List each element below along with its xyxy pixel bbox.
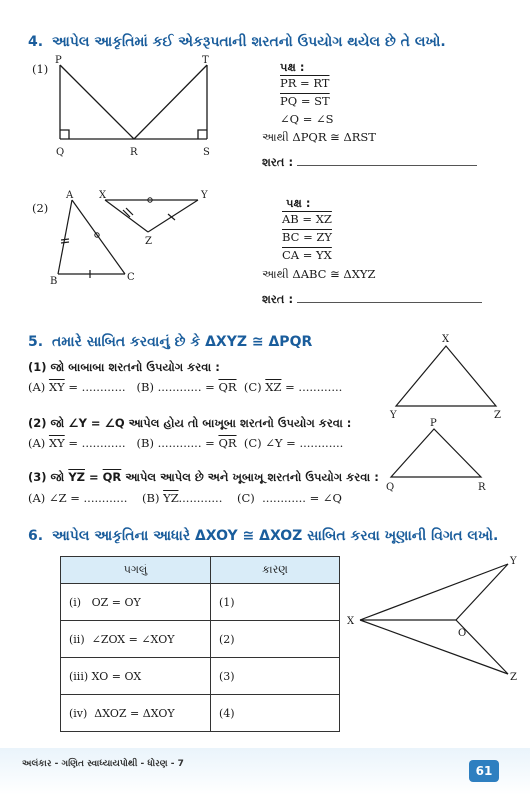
point-Z: Z [510, 672, 517, 683]
q4-part2-condition [262, 292, 482, 307]
q6-figure [346, 556, 526, 686]
step-cell: (ii) ∠ZOX = ∠XOY [61, 621, 211, 658]
q5-sub2-fill: (A) $\overline{XY}$ = ............ (B) ............ = $\overline{QR}$ (C) ∠Y = ............ [28, 436, 344, 450]
step-cell: (iii) XO = OX [61, 658, 211, 695]
q4-part2-given-title: પક્ષ : [286, 196, 311, 210]
q4-part2-line3: CA = YX [282, 248, 332, 262]
point-X: X [347, 616, 355, 627]
point-C: C [127, 272, 135, 283]
point-Y: Y [390, 410, 397, 421]
table-row [61, 621, 340, 658]
q4-figure1 [50, 55, 220, 165]
point-P: P [430, 418, 437, 429]
point-P: P [55, 55, 62, 66]
q4-part1-line3: ∠Q = ∠S [280, 112, 334, 126]
q4-part1-given-title: પક્ષ : [280, 60, 305, 74]
step-cell: (i) OZ = OY [61, 584, 211, 621]
q6-steps-table [60, 556, 340, 732]
point-X: X [99, 190, 107, 201]
footer-text: અલંકાર - ગણિત સ્વાધ્યાયપોથી - ધોરણ - 7 [22, 759, 184, 769]
condition-label: શરત : [262, 155, 294, 169]
q5-sub3-fill: (A) ∠Z = ............ (B) $\overline{YZ}$............ (C) ............ = ∠Q [28, 491, 342, 505]
q4-part1-line2: PQ = ST [280, 94, 330, 108]
point-A: A [66, 190, 74, 201]
q4-part2-conclusion: આથી ΔABC ≅ ΔXYZ [262, 267, 376, 281]
point-R: R [130, 147, 138, 158]
q5-sub2: (2) જો ∠Y = ∠Q આપેલ હોય તો બાખૂબા શરતનો ઉપયોગ કરવા : [28, 416, 352, 430]
table-row [61, 695, 340, 732]
footer-bar [0, 748, 530, 795]
q4-part1-condition [262, 155, 477, 170]
point-Q: Q [56, 147, 65, 158]
q5-figures [386, 332, 516, 502]
point-T: T [202, 55, 209, 66]
q4-part2-label: (2) [32, 201, 49, 215]
point-Z: Z [145, 236, 152, 247]
point-Z: Z [494, 410, 501, 421]
condition-blank[interactable] [297, 302, 482, 303]
point-O: O [458, 628, 467, 639]
condition-label: શરત : [262, 292, 294, 306]
q5-number: 5. [28, 334, 44, 350]
q5-sub3: (3) જો $\overline{YZ} = \overline{QR}$ આપેલ આપેલ છે અને ખૂબાખૂ શરતનો ઉપયોગ કરવા : [28, 470, 379, 484]
reason-cell[interactable]: (3) [211, 658, 340, 695]
q5-heading [28, 334, 312, 350]
q4-part1-conclusion: આથી ΔPQR ≅ ΔRST [262, 130, 376, 144]
q4-figure2 [50, 192, 220, 292]
point-Y: Y [510, 556, 517, 567]
q6-heading [28, 528, 498, 544]
q5-sub1: (1) જો બાબાબા શરતનો ઉપયોગ કરવા : [28, 360, 220, 374]
table-row [61, 658, 340, 695]
point-Y: Y [201, 190, 208, 201]
point-Q: Q [386, 482, 395, 493]
q4-part1-line1: PR = RT [280, 76, 330, 90]
table-row [61, 584, 340, 621]
q4-part1-label: (1) [32, 62, 49, 76]
step-cell: (iv) ΔXOZ = ΔXOY [61, 695, 211, 732]
point-S: S [203, 147, 210, 158]
q4-part2-line1: AB = XZ [282, 212, 332, 226]
q4-part2-line2: BC = ZY [282, 230, 332, 244]
q6-heading-text: આપેલ આકૃતિના આધારે ΔXOY ≅ ΔXOZ સાબિત કરવા ખૂણાની વિગત લખો. [52, 528, 499, 544]
q4-heading [28, 34, 446, 50]
page-number-badge: 61 [469, 760, 499, 782]
q4-number: 4. [28, 34, 44, 50]
reason-cell[interactable]: (1) [211, 584, 340, 621]
condition-blank[interactable] [297, 165, 477, 166]
reason-cell[interactable]: (2) [211, 621, 340, 658]
table-header-step: પગલું [61, 557, 211, 584]
q4-heading-text: આપેલ આકૃતિમાં કઈ એકરૂપતાની શરતનો ઉપયોગ થયેલ છે તે લખો. [52, 34, 446, 50]
table-header-reason: કારણ [211, 557, 340, 584]
point-R: R [478, 482, 486, 493]
point-B: B [50, 276, 58, 287]
q6-number: 6. [28, 528, 44, 544]
q5-heading-text: તમારે સાબિત કરવાનું છે કે ΔXYZ ≅ ΔPQR [52, 334, 313, 350]
reason-cell[interactable]: (4) [211, 695, 340, 732]
q5-sub1-fill: (A) $\overline{XY}$ = ............ (B) ............ = $\overline{QR}$ (C) $\overline{XZ}$ = ............ [28, 380, 343, 394]
point-X: X [442, 334, 450, 345]
